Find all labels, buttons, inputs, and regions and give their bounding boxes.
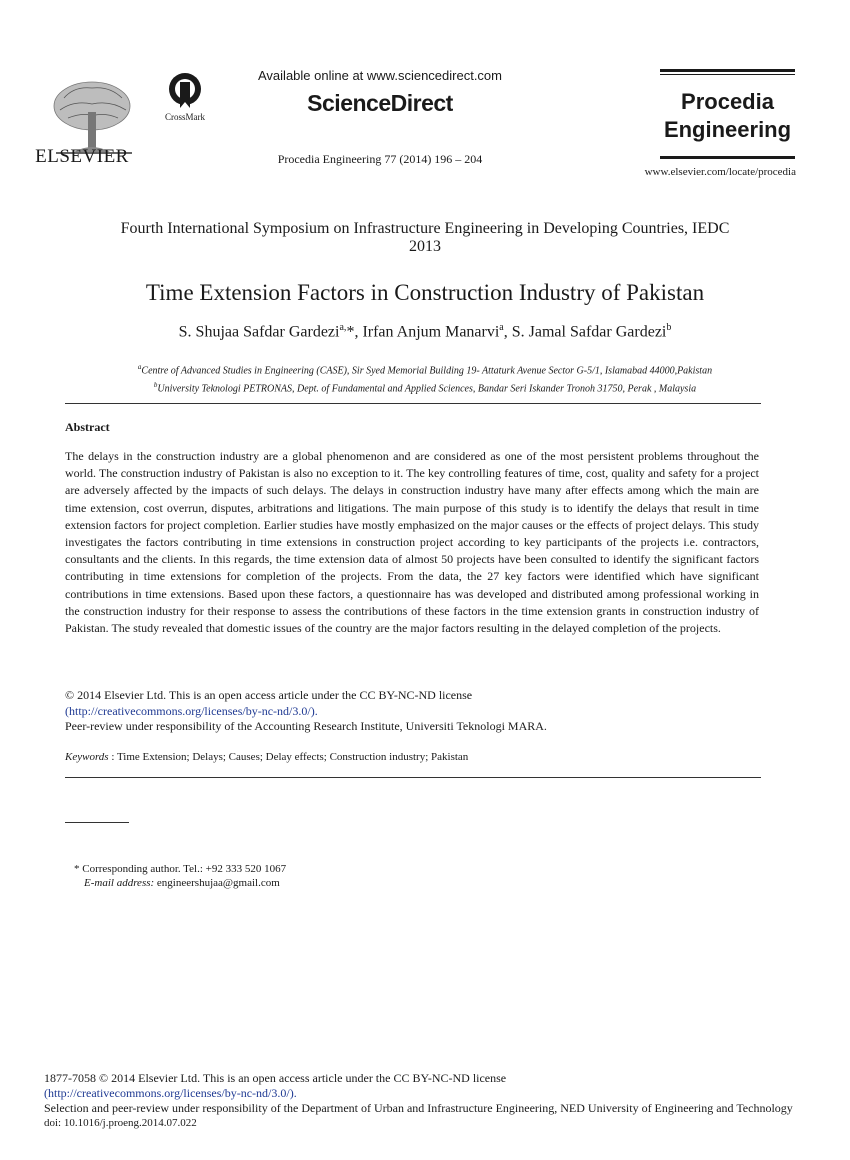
corresponding-author-note: * Corresponding author. Tel.: +92 333 520 1067 [74, 863, 287, 875]
conference-name [60, 220, 790, 256]
keywords [65, 751, 759, 763]
conference-line1: Fourth International Symposium on Infrastructure Engineering in Developing Countries, IEDC [120, 220, 730, 237]
corresponding-email [84, 877, 684, 889]
journal-title [660, 88, 795, 144]
peer-review-line: Peer-review under responsibility of the Accounting Research Institute, Universiti Teknologi MARA. [65, 719, 547, 733]
abstract-body: The delays in the construction industry are a global phenomenon and are considered as one of the most persistent problems throughout the world. The construction industry of Pakistan is also no exception to it. The key controlling features of time, cost, quality and safety for a project are adversely affected by the impacts of such delays. The delays in construction industry have many after effects among which the main are time extension, cost overrun, disputes, arbitrations and litigations. The main purpose of this study is to identify the delays that result in time extension factors for project completion. Earlier studies have mostly emphasized on the major causes or the effects of project delays. This study investigates the factors contributing in time extensions in construction project according to key participants of the projects i.e. contractors, consultants and the clients. In this regards, the time extension data of almost 50 projects have been consulted to identify the significant factors contributing in time extensions for completion of the projects. From the data, the 27 key factors were identified which have significant contributions in time extensions. Based upon these factors, a questionnaire has was developed and distributed among professional working in the construction industry for their response to assess the contributions of these factors in the time extension grants in construction industry of Pakistan. The study revealed that domestic issues of the country are the major factors resulting in the delayed completion of the projects. [65, 449, 759, 636]
affiliation-mark: b [153, 381, 158, 390]
journal-title-line2: Engineering [663, 117, 792, 142]
affiliation-line [40, 378, 810, 396]
author-name: Irfan Anjum Manarvi [362, 323, 500, 341]
affiliation-text: Centre of Advanced Studies in Engineering (CASE), Sir Syed Memorial Building 19- Attaturk Avenue Sector G-5/1, Islamabad 44000,Pakistan [141, 365, 713, 377]
copyright-block [65, 688, 759, 735]
email-label: E-mail address: [84, 877, 155, 889]
author-affiliation-mark: a [499, 322, 504, 333]
journal-reference: Procedia Engineering 77 (2014) 196 – 204 [277, 152, 483, 166]
crossmark-icon[interactable] [168, 72, 202, 112]
affiliation-line [40, 360, 810, 378]
author-separator: , [354, 323, 363, 341]
journal-title-line1: Procedia [681, 89, 774, 114]
available-online-text: Available online at www.sciencedirect.com [258, 68, 502, 83]
footnote-rule [65, 822, 129, 823]
copyright-line: © 2014 Elsevier Ltd. This is an open access article under the CC BY-NC-ND license [65, 688, 473, 702]
license-link[interactable]: (http://creativecommons.org/licenses/by-nc-nd/3.0/). [65, 703, 318, 718]
author-affiliation-mark: b [666, 322, 672, 333]
conference-line2: 2013 [409, 238, 441, 255]
corresponding-mark: * [346, 323, 355, 341]
doi[interactable]: doi: 10.1016/j.proeng.2014.07.022 [44, 1117, 197, 1129]
journal-title-top-rule-thin [660, 74, 795, 75]
journal-url-link[interactable]: www.elsevier.com/locate/procedia [644, 166, 796, 178]
paper-title: Time Extension Factors in Construction Industry of Pakistan [145, 280, 705, 305]
keywords-list: : Time Extension; Delays; Causes; Delay effects; Construction industry; Pakistan [108, 751, 469, 763]
selection-line: Selection and peer-review under responsibility of the Department of Urban and Infrastructure Engineering, NED University of Engineering and Technology [44, 1101, 793, 1115]
author-name: S. Shujaa Safdar Gardezi [178, 323, 340, 341]
sciencedirect-logo[interactable]: ScienceDirect [307, 90, 453, 116]
affiliation-text: University Teknologi PETRONAS, Dept. of Fundamental and Applied Sciences, Bandar Seri Iskander Tronoh 31750, Perak , Malaysia [157, 383, 697, 395]
elsevier-wordmark: ELSEVIER [35, 146, 129, 167]
footer-license-link[interactable]: (http://creativecommons.org/licenses/by-nc-nd/3.0/). [44, 1086, 297, 1100]
issn-line: 1877-7058 © 2014 Elsevier Ltd. This is an open access article under the CC BY-NC-ND license [44, 1071, 507, 1085]
abstract-top-rule [65, 403, 761, 404]
author-name: S. Jamal Safdar Gardezi [511, 323, 667, 341]
author-affiliation-mark: a, [339, 322, 347, 333]
author-separator: , [503, 323, 512, 341]
keywords-label: Keywords [65, 751, 109, 763]
affiliation-mark: a [137, 363, 142, 371]
page-footer [44, 1071, 804, 1131]
journal-title-top-rule [660, 69, 795, 72]
abstract-heading: Abstract [65, 420, 110, 434]
affiliations [40, 360, 810, 397]
crossmark-label: CrossMark [165, 112, 205, 122]
author-list [40, 322, 810, 341]
abstract-bottom-rule [65, 777, 761, 778]
email-address[interactable]: engineershujaa@gmail.com [154, 877, 280, 889]
journal-title-bottom-rule [660, 156, 795, 159]
